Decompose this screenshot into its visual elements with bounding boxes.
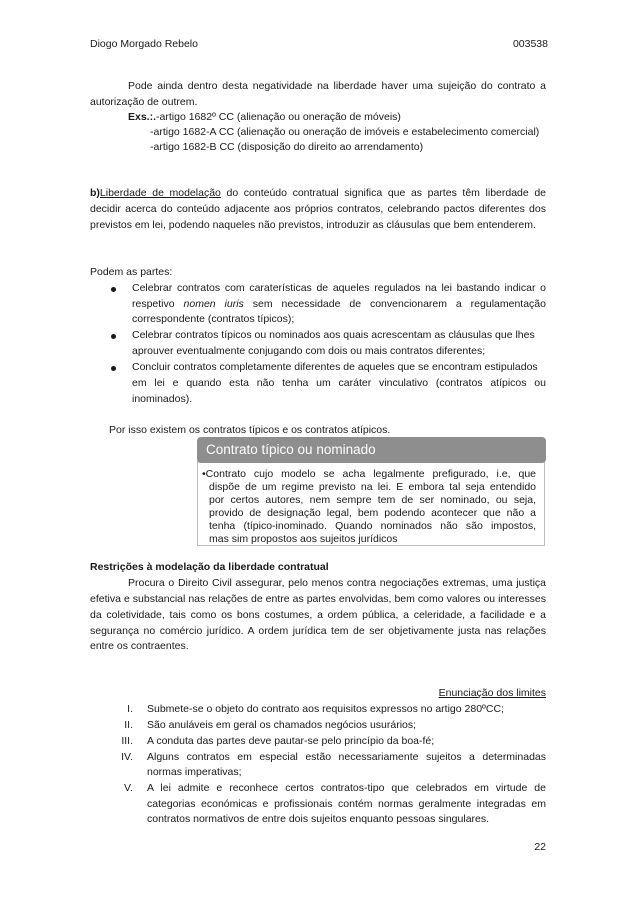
list-item-line: Celebrar contratos com caraterísticas de aqueles regulados na lei bastando indicar o [132, 282, 546, 294]
definition-line: •Contrato cujo modelo se acha legalmente prefigurado, i.e, que [202, 468, 536, 480]
definition-box-header [197, 437, 546, 463]
definition-line: mas sim propostos aos sujeitos jurídicos [209, 533, 398, 545]
list-item-text: respetivo [132, 298, 184, 310]
conclusion-text: Por isso existem os contratos típicos e os contratos atípicos. [109, 424, 391, 436]
list-number: V. [124, 782, 133, 794]
list-item-line: categorias económicas e profissionais contém normas geralmente integradas em [147, 798, 546, 810]
bullet-icon [111, 287, 116, 292]
paragraph-line: Pode ainda dentro desta negatividade na liberdade haver uma sujeição do contrato a [128, 80, 546, 92]
paragraph-line [90, 187, 546, 200]
list-item-line: correspondente (contratos típicos); [132, 313, 295, 325]
paragraph-line: autorização de outrem. [90, 96, 198, 108]
list-number: IV. [121, 751, 133, 763]
section-heading: Restrições à modelação da liberdade contratual [90, 561, 329, 573]
bullet-icon [111, 366, 116, 371]
list-item-line: Concluir contratos completamente diferentes de aqueles que se encontram estipulados [132, 361, 538, 373]
definition-line: por certos autores, nem sempre tem de ser nominado, ou seja, [209, 494, 536, 506]
list-item-line: São anuláveis em geral os chamados negócios usurários; [147, 719, 417, 731]
list-number: II. [124, 719, 133, 731]
list-item-line: Celebrar contratos típicos ou nominados aos quais acrescentam as cláusulas que lhes [132, 329, 535, 341]
bullet-icon [111, 334, 116, 339]
list-number: III. [121, 735, 133, 747]
examples-label: Exs.:. [128, 111, 157, 123]
term-underlined: Liberdade de modelação [99, 187, 221, 199]
paragraph-line: efetiva e substancial nas relações de entre as partes envolvidas, bem como valores ou interesses [90, 593, 546, 605]
header-code: 003538 [512, 38, 548, 50]
example-item: -artigo 1682º CC (alienação ou oneração de móveis) [156, 111, 401, 123]
header-author: Diogo Morgado Rebelo [90, 38, 198, 50]
section-letter: b) [90, 187, 100, 199]
paragraph-line: da coletividade, tais como os bons costumes, a ordem pública, a celeridade, a facilidade e a [90, 609, 546, 621]
list-item-line: contratos normativos de entre dois sujeitos enquanto pessoas singulares. [147, 813, 490, 825]
examples-line [128, 111, 401, 124]
limits-heading: Enunciação dos limites [438, 687, 546, 699]
list-item-line: A lei admite e reconhece certos contratos-tipo que celebrados em virtude de [147, 782, 546, 794]
definition-box-title: Contrato típico ou nominado [206, 442, 376, 457]
list-item-line: em lei e quando esta não tenha um caráter vinculativo (contratos atípicos ou [132, 377, 546, 389]
definition-line: provido de designação legal, bem podendo acontecer que não a [209, 507, 536, 519]
paragraph-line: entre os contraentes. [90, 640, 189, 652]
list-item-line: aprouver eventualmente conjugando com dois ou mais contratos diferentes; [132, 345, 486, 357]
paragraph-line: segurança no comércio jurídico. A ordem jurídica tem de ser objetivamente justa nas relações [90, 625, 546, 637]
list-item-line: normas imperativas; [147, 766, 242, 778]
definition-line: tenha (típico-inominado. Quando nominados não são impostos, [209, 520, 536, 532]
example-item: -artigo 1682-B CC (disposição do direito ao arrendamento) [150, 141, 424, 153]
list-number: I. [127, 703, 133, 715]
paragraph-line: Procura o Direito Civil assegurar, pelo menos contra negociações extremas, uma justiça [128, 577, 546, 589]
list-intro: Podem as partes: [90, 266, 173, 278]
example-item: -artigo 1682-A CC (alienação ou oneração de imóveis e estabelecimento comercial) [150, 126, 540, 138]
paragraph-line: previstos em lei, podendo naqueles não previstos, introduzir as cláusulas que bem entenderem. [90, 219, 536, 231]
definition-line: dispõe de um regime previsto na lei. E embora tal seja entendido [209, 481, 536, 493]
latin-term: nomen iuris [183, 298, 244, 310]
list-item-line: Alguns contratos em especial estão necessariamente sujeitos a determinadas [147, 751, 546, 763]
list-item-line: inominados). [132, 393, 193, 405]
paragraph-line: decidir acerca do conteúdo adjacente aos próprios contratos, celebrando pactos diferentes dos [90, 203, 546, 215]
page-number: 22 [534, 841, 546, 853]
paragraph-text: do conteúdo contratual significa que as partes têm liberdade de [220, 187, 547, 199]
list-item-text: sem necessidade de convencionarem a regulamentação [243, 298, 546, 310]
list-item-line: A conduta das partes deve pautar-se pelo princípio da boa-fé; [147, 735, 435, 747]
list-item-line: Submete-se o objeto do contrato aos requisitos expressos no artigo 280ºCC; [147, 703, 504, 715]
list-item-line [132, 298, 546, 311]
